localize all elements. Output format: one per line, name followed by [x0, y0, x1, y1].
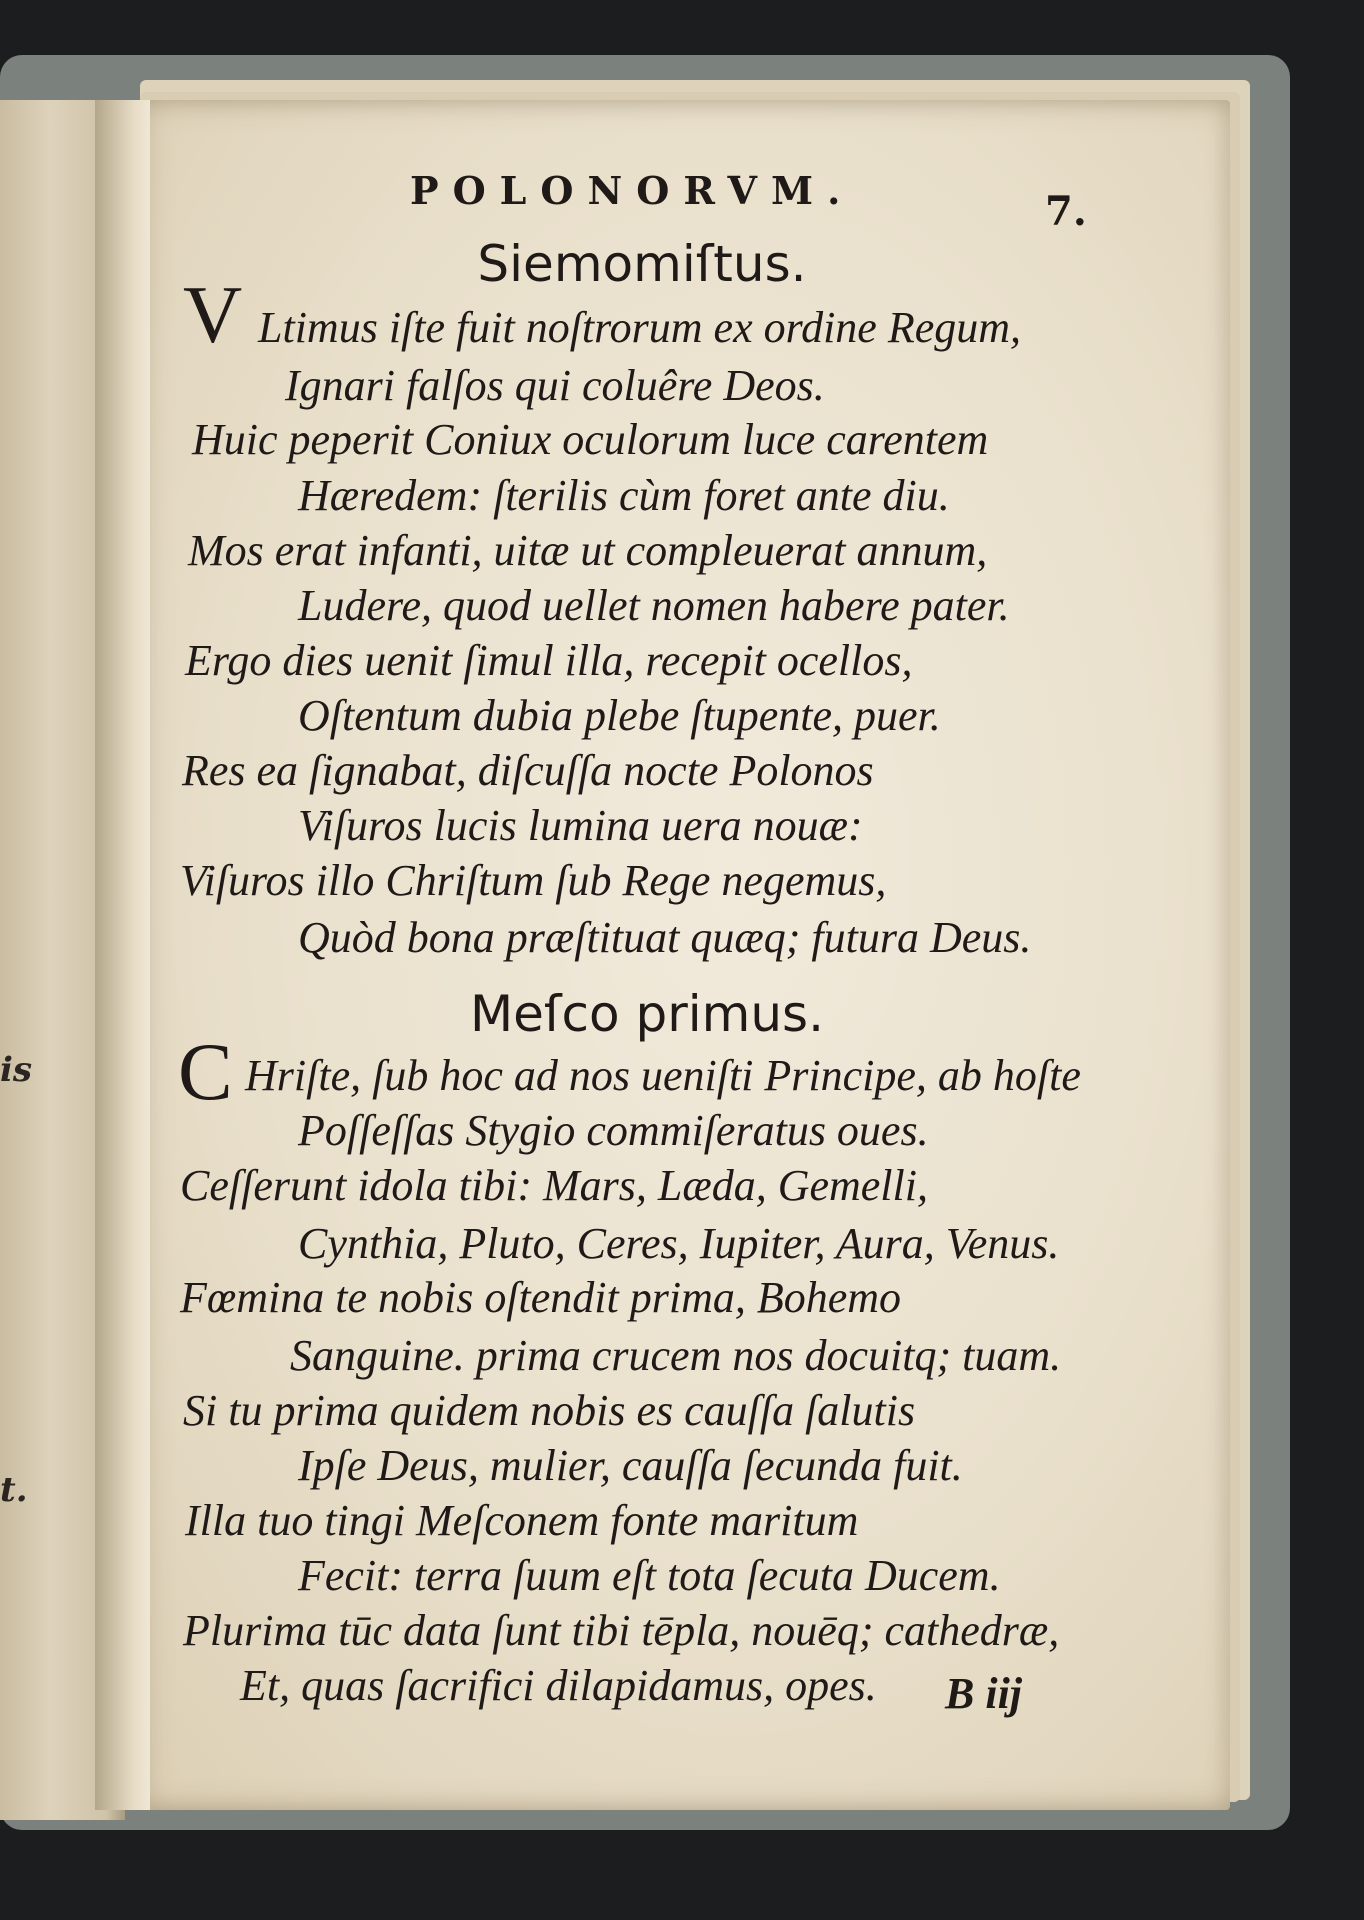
verse-line: Oſtentum dubia plebe ſtupente, puer.: [298, 691, 941, 740]
verse-line: Res ea ſignabat, diſcuſſa nocte Polonos: [182, 746, 874, 795]
left-page-fragment: t.: [0, 1470, 28, 1510]
verse-line: Ceſſerunt idola tibi: Mars, Læda, Gemelli,: [180, 1161, 928, 1210]
verse-line: Fecit: terra ſuum eſt tota ſecuta Ducem.: [298, 1551, 1001, 1600]
drop-cap: C: [178, 1026, 233, 1117]
verse-line: Huic peperit Coniux oculorum luce carentem: [192, 415, 989, 464]
verse-line: Poſſeſſas Stygio commiſeratus oues.: [298, 1106, 929, 1155]
verse-line: Ergo dies uenit ſimul illa, recepit ocellos,: [185, 636, 913, 685]
verse-line: Fœmina te nobis oſtendit prima, Bohemo: [180, 1273, 902, 1322]
verse-line: Cynthia, Pluto, Ceres, Iupiter, Aura, Venus.: [298, 1219, 1060, 1268]
page-number: 7.: [1045, 188, 1087, 235]
book-gutter: [95, 100, 150, 1810]
verse-line: Illa tuo tingi Meſconem fonte maritum: [185, 1496, 859, 1545]
verse-line: Ignari falſos qui coluêre Deos.: [285, 361, 825, 410]
verse-line: Ludere, quod uellet nomen habere pater.: [298, 581, 1010, 630]
verse-line: Plurima tūc data ſunt tibi tēpla, nouēq; cathedræ,: [183, 1606, 1060, 1655]
left-page-fragment: is: [0, 1050, 33, 1090]
verse-line: Hriſte, ſub hoc ad nos ueniſti Principe, ab hoſte: [245, 1051, 1081, 1100]
verse-line: Mos erat infanti, uitæ ut compleuerat annum,: [188, 526, 988, 575]
poem-title: Meſco primus.: [469, 985, 824, 1043]
verse-line: Sanguine. prima crucem nos docuitq; tuam.: [290, 1331, 1062, 1380]
verse-line: Si tu prima quidem nobis es cauſſa ſalutis: [183, 1386, 916, 1435]
signature-mark: B iij: [945, 1669, 1023, 1718]
verse-line: Et, quas ſacrifici dilapidamus, opes.: [240, 1661, 877, 1710]
verse-line: Quòd bona præſtituat quæq; futura Deus.: [298, 913, 1032, 962]
verse-line: Ltimus iſte fuit noſtrorum ex ordine Regum,: [258, 303, 1022, 352]
verse-line: Ipſe Deus, mulier, cauſſa ſecunda fuit.: [298, 1441, 963, 1490]
running-head: POLONORVM.: [410, 168, 855, 213]
verse-line: Viſuros illo Chriſtum ſub Rege negemus,: [180, 856, 887, 905]
verse-line: Hæredem: ſterilis cùm foret ante diu.: [298, 471, 950, 520]
poem-title: Siemomiſtus.: [477, 235, 807, 293]
verse-line: Viſuros lucis lumina uera nouæ:: [298, 801, 863, 850]
drop-cap: V: [183, 269, 243, 360]
